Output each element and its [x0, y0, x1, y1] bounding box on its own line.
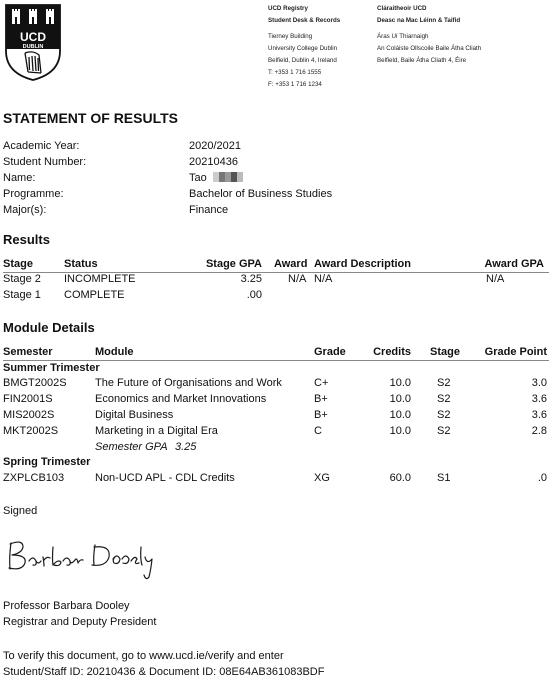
- address-line: Belfield, Dublin 4, Ireland: [268, 57, 337, 64]
- student-number-label: Student Number:: [3, 156, 87, 168]
- module-code: MIS2002S: [3, 409, 55, 421]
- module-credits: 60.0: [389, 472, 411, 484]
- module-name: Digital Business: [95, 409, 174, 421]
- major-label: Major(s):: [3, 204, 47, 216]
- module-grade: C: [314, 425, 322, 437]
- col-status: Status: [64, 258, 98, 270]
- signatory-block: [3, 598, 156, 630]
- registry-subtitle-irish: Deasc na Mac Léinn & Taifid: [377, 17, 461, 24]
- module-code: BMGT2002S: [3, 377, 67, 389]
- module-name: The Future of Organisations and Work: [95, 377, 282, 389]
- col-module: Module: [95, 346, 134, 358]
- module-credits: 10.0: [389, 409, 411, 421]
- status-cell: INCOMPLETE: [64, 273, 136, 285]
- spring-trimester-label: Spring Trimester: [3, 456, 91, 468]
- ucd-crest-logo: [4, 3, 62, 81]
- signed-label: Signed: [3, 505, 38, 517]
- semester-gpa-row: [3, 441, 549, 457]
- col-award: Award: [274, 258, 308, 270]
- col-stage-gpa: Stage GPA: [205, 258, 262, 270]
- module-row: [3, 425, 549, 441]
- address-line: Belfield, Baile Átha Cliath 4, Éire: [377, 57, 467, 64]
- svg-text:DUBLIN: DUBLIN: [22, 44, 44, 50]
- module-stage: S2: [437, 393, 451, 405]
- student-number-value: 20210436: [189, 156, 238, 168]
- module-credits: 10.0: [389, 377, 411, 389]
- verification-block: [3, 648, 324, 680]
- module-grade-point: 3.6: [531, 393, 547, 405]
- module-name: Non-UCD APL - CDL Credits: [95, 472, 235, 484]
- academic-year-value: 2020/2021: [189, 140, 241, 152]
- module-details-heading: Module Details: [3, 320, 95, 335]
- status-cell: COMPLETE: [64, 289, 125, 301]
- award-gpa-cell: N/A: [486, 273, 505, 285]
- modules-header-rule: [3, 360, 549, 361]
- award-description-cell: N/A: [314, 273, 333, 285]
- module-stage: S1: [437, 472, 451, 484]
- stage-cell: Stage 2: [3, 273, 41, 285]
- signatory-role: Registrar and Deputy President: [3, 616, 157, 628]
- module-row: [3, 393, 549, 409]
- stage-cell: Stage 1: [3, 289, 41, 301]
- document-title: STATEMENT OF RESULTS: [3, 110, 178, 126]
- col-grade-point: Grade Point: [484, 346, 547, 358]
- module-credits: 10.0: [389, 425, 411, 437]
- col-semester: Semester: [3, 346, 53, 358]
- results-row: [3, 273, 549, 289]
- col-award-gpa: Award GPA: [484, 258, 544, 270]
- registry-address-english: [268, 3, 340, 91]
- semester-gpa-value: 3.25: [175, 441, 197, 453]
- registry-address-irish: [377, 3, 481, 67]
- col-stage: Stage: [430, 346, 460, 358]
- module-stage: S2: [437, 409, 451, 421]
- signatory-name: Professor Barbara Dooley: [3, 600, 130, 612]
- col-grade: Grade: [314, 346, 346, 358]
- address-line: An Coláiste Ollscoile Baile Átha Cliath: [377, 45, 482, 52]
- module-grade: C+: [314, 377, 329, 389]
- registry-title: UCD Registry: [268, 5, 308, 12]
- module-grade: B+: [314, 393, 328, 405]
- summer-trimester-label: Summer Trimester: [3, 362, 100, 374]
- signature-image: [3, 535, 173, 583]
- phone-number: T: +353 1 716 1555: [268, 69, 322, 76]
- student-details: [3, 138, 332, 218]
- module-name: Marketing in a Digital Era: [95, 425, 218, 437]
- stage-gpa-cell: .00: [246, 289, 262, 301]
- award-cell: N/A: [288, 273, 307, 285]
- module-grade: XG: [314, 472, 330, 484]
- module-grade-point: 2.8: [531, 425, 547, 437]
- programme-value: Bachelor of Business Studies: [189, 188, 333, 200]
- col-stage: Stage: [3, 258, 33, 270]
- col-credits: Credits: [373, 346, 411, 358]
- verify-instructions: To verify this document, go to www.ucd.ie/verify and enter: [3, 650, 284, 662]
- module-grade: B+: [314, 409, 328, 421]
- results-row: [3, 289, 549, 305]
- academic-year-label: Academic Year:: [3, 140, 80, 152]
- module-row: [3, 472, 549, 488]
- module-credits: 10.0: [389, 393, 411, 405]
- module-grade-point: .0: [537, 472, 547, 484]
- module-code: FIN2001S: [3, 393, 53, 405]
- verify-ids: Student/Staff ID: 20210436 & Document ID: 08E64AB361083BDF: [3, 666, 325, 678]
- stage-gpa-cell: 3.25: [240, 273, 262, 285]
- col-award-description: Award Description: [314, 258, 411, 270]
- fax-number: F: +353 1 716 1234: [268, 81, 322, 88]
- programme-label: Programme:: [3, 188, 64, 200]
- module-code: MKT2002S: [3, 425, 59, 437]
- module-name: Economics and Market Innovations: [95, 393, 267, 405]
- name-value: Tao: [189, 172, 207, 184]
- registry-title-irish: Cláraitheoir UCD: [377, 5, 427, 12]
- address-line: University College Dublin: [268, 45, 338, 52]
- module-stage: S2: [437, 377, 451, 389]
- module-grade-point: 3.6: [531, 409, 547, 421]
- svg-text:UCD: UCD: [20, 30, 46, 44]
- address-line: Áras Uí Thiarnaigh: [377, 33, 429, 40]
- semester-gpa-label: Semester GPA: [95, 441, 168, 453]
- module-grade-point: 3.0: [531, 377, 547, 389]
- module-code: ZXPLCB103: [3, 472, 65, 484]
- registry-subtitle: Student Desk & Records: [268, 17, 341, 24]
- module-row: [3, 377, 549, 393]
- results-heading: Results: [3, 232, 50, 247]
- redacted-surname: [213, 172, 243, 182]
- address-line: Tierney Building: [268, 33, 313, 40]
- module-stage: S2: [437, 425, 451, 437]
- name-label: Name:: [3, 172, 36, 184]
- major-value: Finance: [189, 204, 229, 216]
- module-row: [3, 409, 549, 425]
